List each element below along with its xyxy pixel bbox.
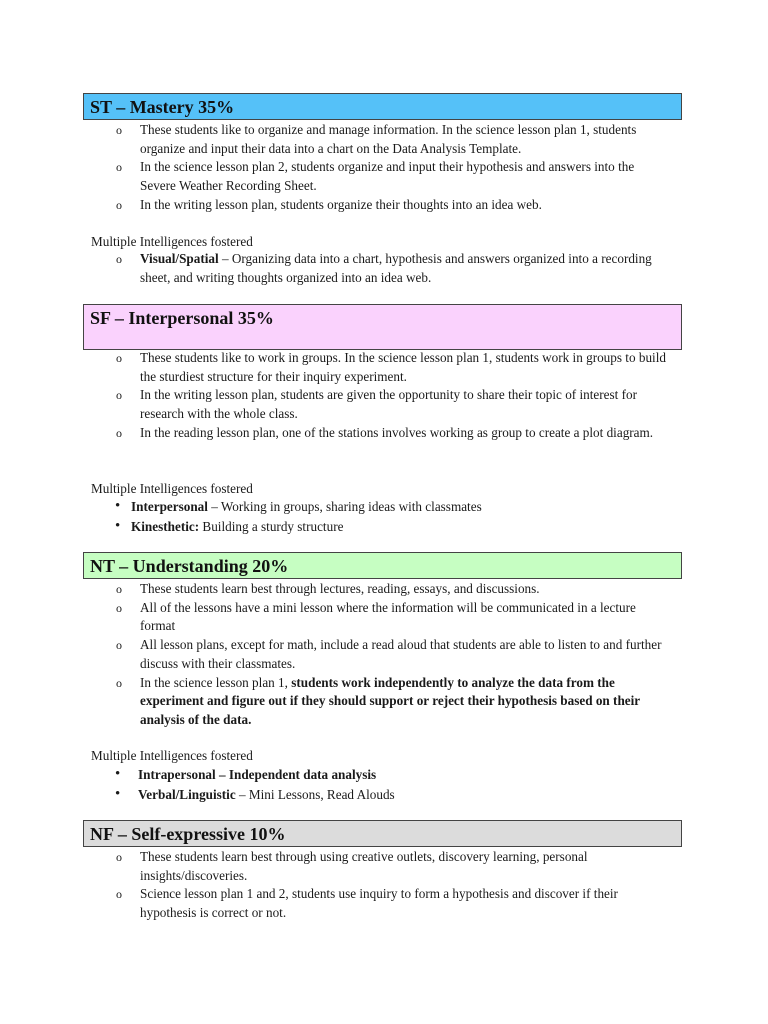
list-item: o These students learn best through lectures, reading, essays, and discussions. <box>110 580 670 599</box>
mi-desc: Building a sturdy structure <box>199 518 344 534</box>
st-mi-list <box>110 250 670 287</box>
mi-name: Interpersonal <box>131 499 208 514</box>
nt-item-list <box>110 580 670 730</box>
list-item: o Science lesson plan 1 and 2, students use inquiry to form a hypothesis and discover if their hypothesis is correct or not. <box>110 885 670 922</box>
list-item <box>110 517 670 537</box>
list-item <box>110 497 670 517</box>
list-item: o In the reading lesson plan, one of the stations involves working as group to create a plot diagram. <box>110 424 670 443</box>
mi-desc: – Organizing data into a chart, hypothesis and answers organized into a recording sheet, and writing thoughts organized into an idea web. <box>140 251 652 285</box>
mi-name: Kinesthetic: <box>131 518 200 534</box>
section-header-sf: SF – Interpersonal 35% <box>83 304 682 350</box>
list-item: o These students like to work in groups. In the science lesson plan 1, students work in groups to build the sturdiest structure for their inquiry experiment. <box>110 349 670 386</box>
nt-mi-list <box>110 765 670 804</box>
list-item: o These students like to organize and manage information. In the science lesson plan 1, students organize and input their data into a chart on the Data Analysis Template. <box>110 121 670 158</box>
section-header-nf: NF – Self-expressive 10% <box>83 820 682 847</box>
list-item <box>110 765 670 785</box>
list-item: o All of the lessons have a mini lesson where the information will be communicated in a lecture format <box>110 599 670 636</box>
list-item <box>110 785 670 805</box>
nf-item-list <box>110 848 670 923</box>
sf-mi-list <box>110 497 670 536</box>
list-item <box>110 250 670 287</box>
list-item: o All lesson plans, except for math, include a read aloud that students are able to listen to and further discuss with their classmates. <box>110 636 670 673</box>
mi-name: Verbal/Linguistic <box>138 786 236 802</box>
sf-mi-label: Multiple Intelligences fostered <box>91 481 253 496</box>
list-item: o In the writing lesson plan, students organize their thoughts into an idea web. <box>110 196 670 215</box>
mi-name: Visual/Spatial <box>140 251 219 266</box>
item-bold-text: students work independently to analyze the data from the experiment and figure out if they should support or reject their hypothesis based on their analysis of the data. <box>140 674 640 727</box>
list-item: o These students learn best through using creative outlets, discovery learning, personal insights/discoveries. <box>110 848 670 885</box>
mi-desc: – Mini Lessons, Read Alouds <box>235 786 395 802</box>
list-item: o In the writing lesson plan, students are given the opportunity to share their topic of interest for research with the whole class. <box>110 386 670 423</box>
list-item: o In the science lesson plan 2, students organize and input their hypothesis and answers into the Severe Weather Recording Sheet. <box>110 158 670 195</box>
section-header-st: ST – Mastery 35% <box>83 93 682 120</box>
mi-name: Intrapersonal – Independent data analysis <box>138 767 377 782</box>
st-item-list <box>110 121 670 215</box>
section-header-nt: NT – Understanding 20% <box>83 552 682 579</box>
mi-desc: – Working in groups, sharing ideas with classmates <box>207 499 482 514</box>
nt-mi-label: Multiple Intelligences fostered <box>91 748 253 763</box>
sf-item-list <box>110 349 670 443</box>
list-item <box>110 674 670 730</box>
st-mi-label: Multiple Intelligences fostered <box>91 234 253 249</box>
item-text: In the science lesson plan 1, <box>140 674 292 690</box>
